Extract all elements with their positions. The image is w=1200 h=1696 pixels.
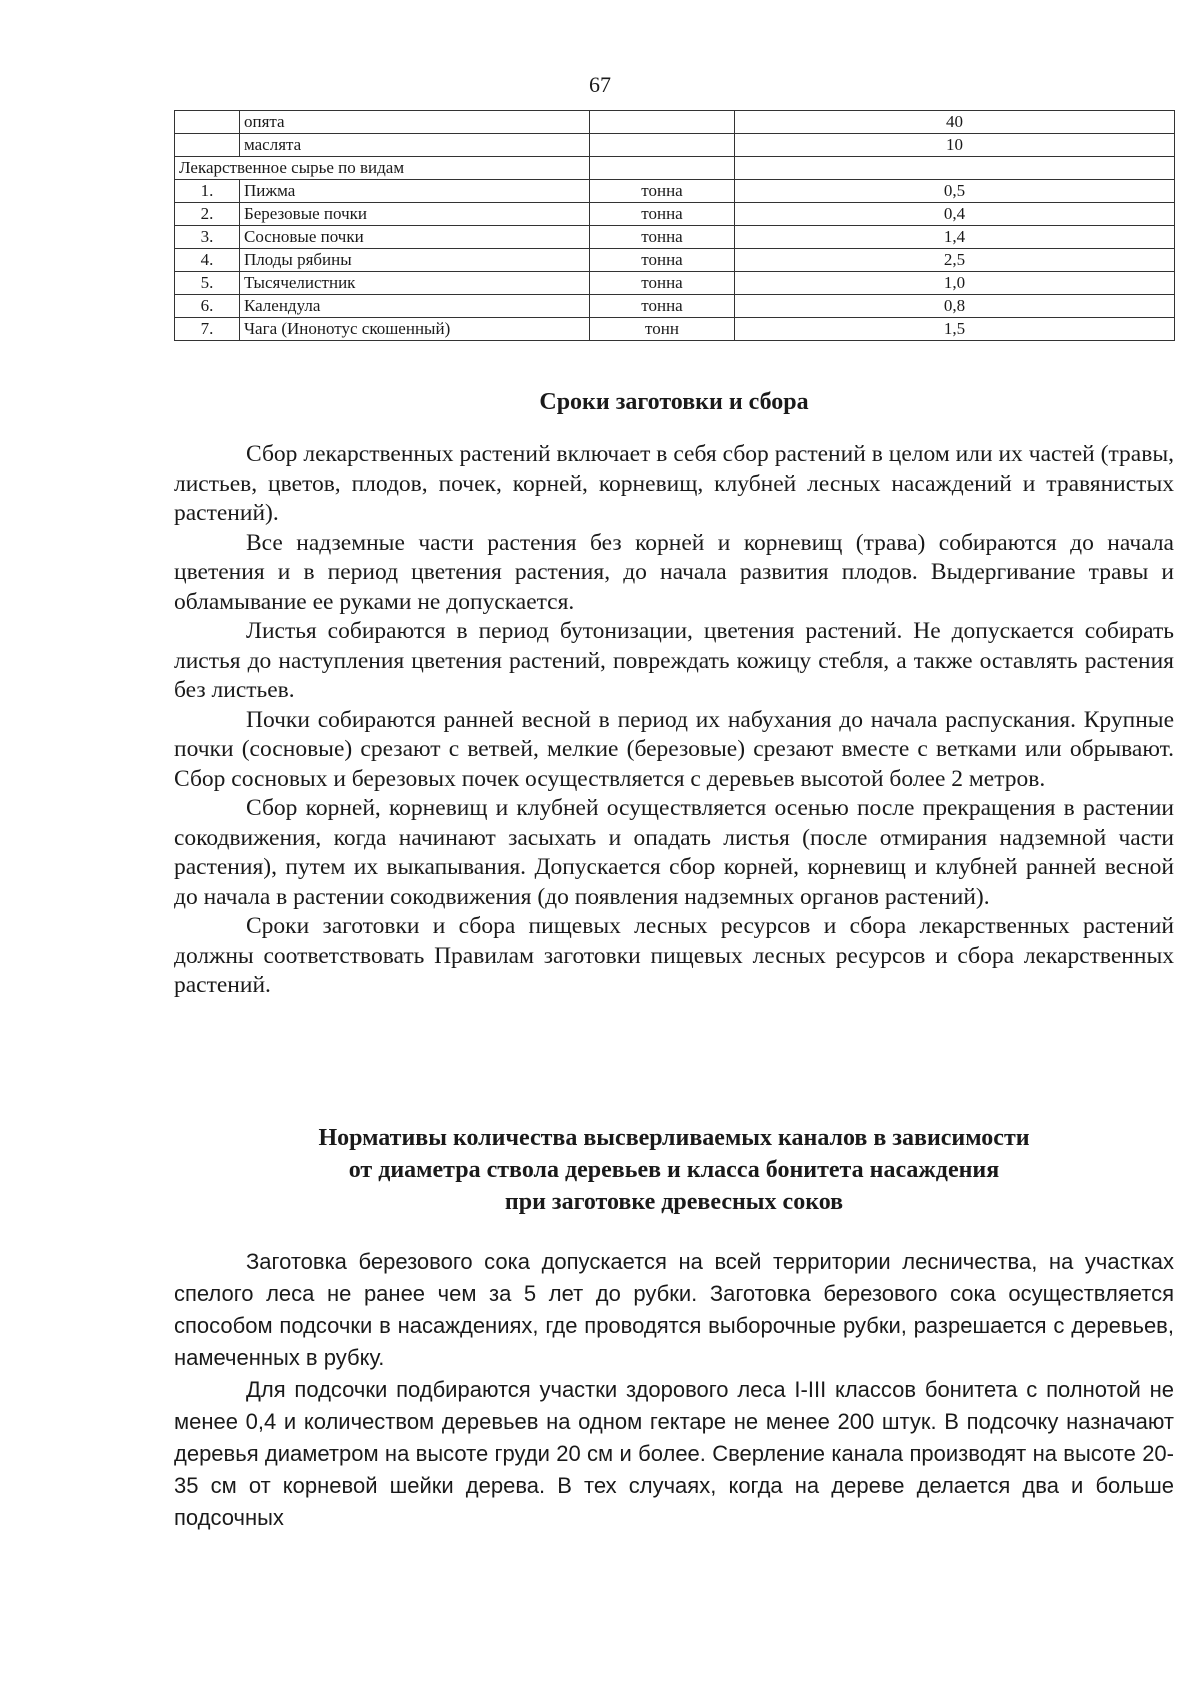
section-title: Сроки заготовки и сбора xyxy=(539,389,809,415)
table-row xyxy=(175,295,1175,318)
paragraph: Заготовка березового сока допускается на всей территории лесничества, на участках спелого леса не ранее чем за 5 лет до рубки. Заготовка березового сока осуществляется способом подсочки в насаждениях, где проводятся выборочные рубки, разрешается с деревьев, намеченных в рубку. xyxy=(174,1249,1174,1370)
table-row xyxy=(175,180,1175,203)
resource-name: Чага (Инонотус скошенный) xyxy=(240,318,590,341)
resource-unit: тонна xyxy=(590,272,735,295)
paragraph: Сбор лекарственных растений включает в себя сбор растений в целом или их частей (травы, листьев, цветов, плодов, почек, корней, корневищ, клубней лесных насаждений и травянистых растений). xyxy=(174,441,1174,526)
row-number: 6. xyxy=(175,295,240,318)
resource-unit: тонн xyxy=(590,318,735,341)
table-row xyxy=(175,111,1175,134)
section-title-line: Нормативы количества высверливаемых каналов в зависимости xyxy=(318,1125,1030,1151)
table-row xyxy=(175,272,1175,295)
section-sap-norms xyxy=(174,1122,1174,1534)
table-row xyxy=(175,249,1175,272)
page-number: 67 xyxy=(589,72,611,97)
resource-name: Календула xyxy=(240,295,590,318)
row-number: 2. xyxy=(175,203,240,226)
table-group-row xyxy=(175,157,1175,180)
resource-unit: тонна xyxy=(590,226,735,249)
resource-value: 0,4 xyxy=(735,203,1175,226)
paragraph: Сроки заготовки и сбора пищевых лесных ресурсов и сбора лекарственных растений должны соответствовать Правилам заготовки пищевых лесных ресурсов и сбора лекарственных растений. xyxy=(174,913,1174,998)
section-title-line: от диаметра ствола деревьев и класса бонитета насаждения xyxy=(348,1157,1000,1183)
paragraph: Сбор корней, корневищ и клубней осуществляется осенью после прекращения в растении сокодвижения, когда начинают засыхать и опадать листья (после отмирания надземной части растения), путем их выкапывания. Допускается сбор корней, корневищ и клубней ранней весной до начала в растении сокодвижения (до появления надземных органов растений). xyxy=(174,795,1174,910)
row-number: 7. xyxy=(175,318,240,341)
resource-unit xyxy=(590,111,735,134)
table-row xyxy=(175,203,1175,226)
row-number: 4. xyxy=(175,249,240,272)
paragraph: Для подсочки подбираются участки здорового леса I-III классов бонитета с полнотой не менее 0,4 и количеством деревьев на одном гектаре не менее 200 штук. В подсочку назначают деревья диаметром на высоте груди 20 см и более. Сверление канала производят на высоте 20-35 см от корневой шейки дерева. В тех случаях, когда на дереве делается два и больше подсочных xyxy=(174,1377,1174,1530)
section-harvest-terms xyxy=(174,386,1174,1001)
resource-name: Пижма xyxy=(240,180,590,203)
resource-name: Плоды рябины xyxy=(240,249,590,272)
resource-value: 40 xyxy=(735,111,1175,134)
resource-name: маслята xyxy=(240,134,590,157)
resource-value xyxy=(735,157,1175,180)
resource-unit: тонна xyxy=(590,203,735,226)
section-title-line: при заготовке древесных соков xyxy=(504,1189,844,1215)
resource-value: 0,5 xyxy=(735,180,1175,203)
table-row xyxy=(175,226,1175,249)
resource-value: 10 xyxy=(735,134,1175,157)
resource-unit xyxy=(590,134,735,157)
table-row xyxy=(175,318,1175,341)
resource-unit xyxy=(590,157,735,180)
resource-name: Березовые почки xyxy=(240,203,590,226)
resource-name: Тысячелистник xyxy=(240,272,590,295)
resources-table xyxy=(174,110,1175,341)
resource-value: 0,8 xyxy=(735,295,1175,318)
resource-unit: тонна xyxy=(590,249,735,272)
row-number xyxy=(175,111,240,134)
table-row xyxy=(175,134,1175,157)
resource-unit: тонна xyxy=(590,180,735,203)
resource-value: 1,5 xyxy=(735,318,1175,341)
row-number: 3. xyxy=(175,226,240,249)
resource-name: опята xyxy=(240,111,590,134)
row-number: 5. xyxy=(175,272,240,295)
paragraph: Листья собираются в период бутонизации, цветения растений. Не допускается собирать листья до наступления цветения растений, повреждать кожицу стебля, а также оставлять растения без листьев. xyxy=(174,618,1174,703)
paragraph: Почки собираются ранней весной в период их набухания до начала распускания. Крупные почки (сосновые) срезают с ветвей, мелкие (березовые) срезают вместе с ветками или обрывают. Сбор сосновых и березовых почек осуществляется с деревьев высотой более 2 метров. xyxy=(174,706,1174,792)
resource-value: 2,5 xyxy=(735,249,1175,272)
resource-name: Сосновые почки xyxy=(240,226,590,249)
paragraph: Все надземные части растения без корней и корневищ (трава) собираются до начала цветения и в период цветения растения, до начала развития плодов. Выдергивание травы и обламывание ее руками не допускается. xyxy=(174,529,1174,615)
row-number xyxy=(175,134,240,157)
row-number: 1. xyxy=(175,180,240,203)
group-label: Лекарственное сырье по видам xyxy=(175,157,590,180)
resource-unit: тонна xyxy=(590,295,735,318)
resource-value: 1,0 xyxy=(735,272,1175,295)
resource-value: 1,4 xyxy=(735,226,1175,249)
